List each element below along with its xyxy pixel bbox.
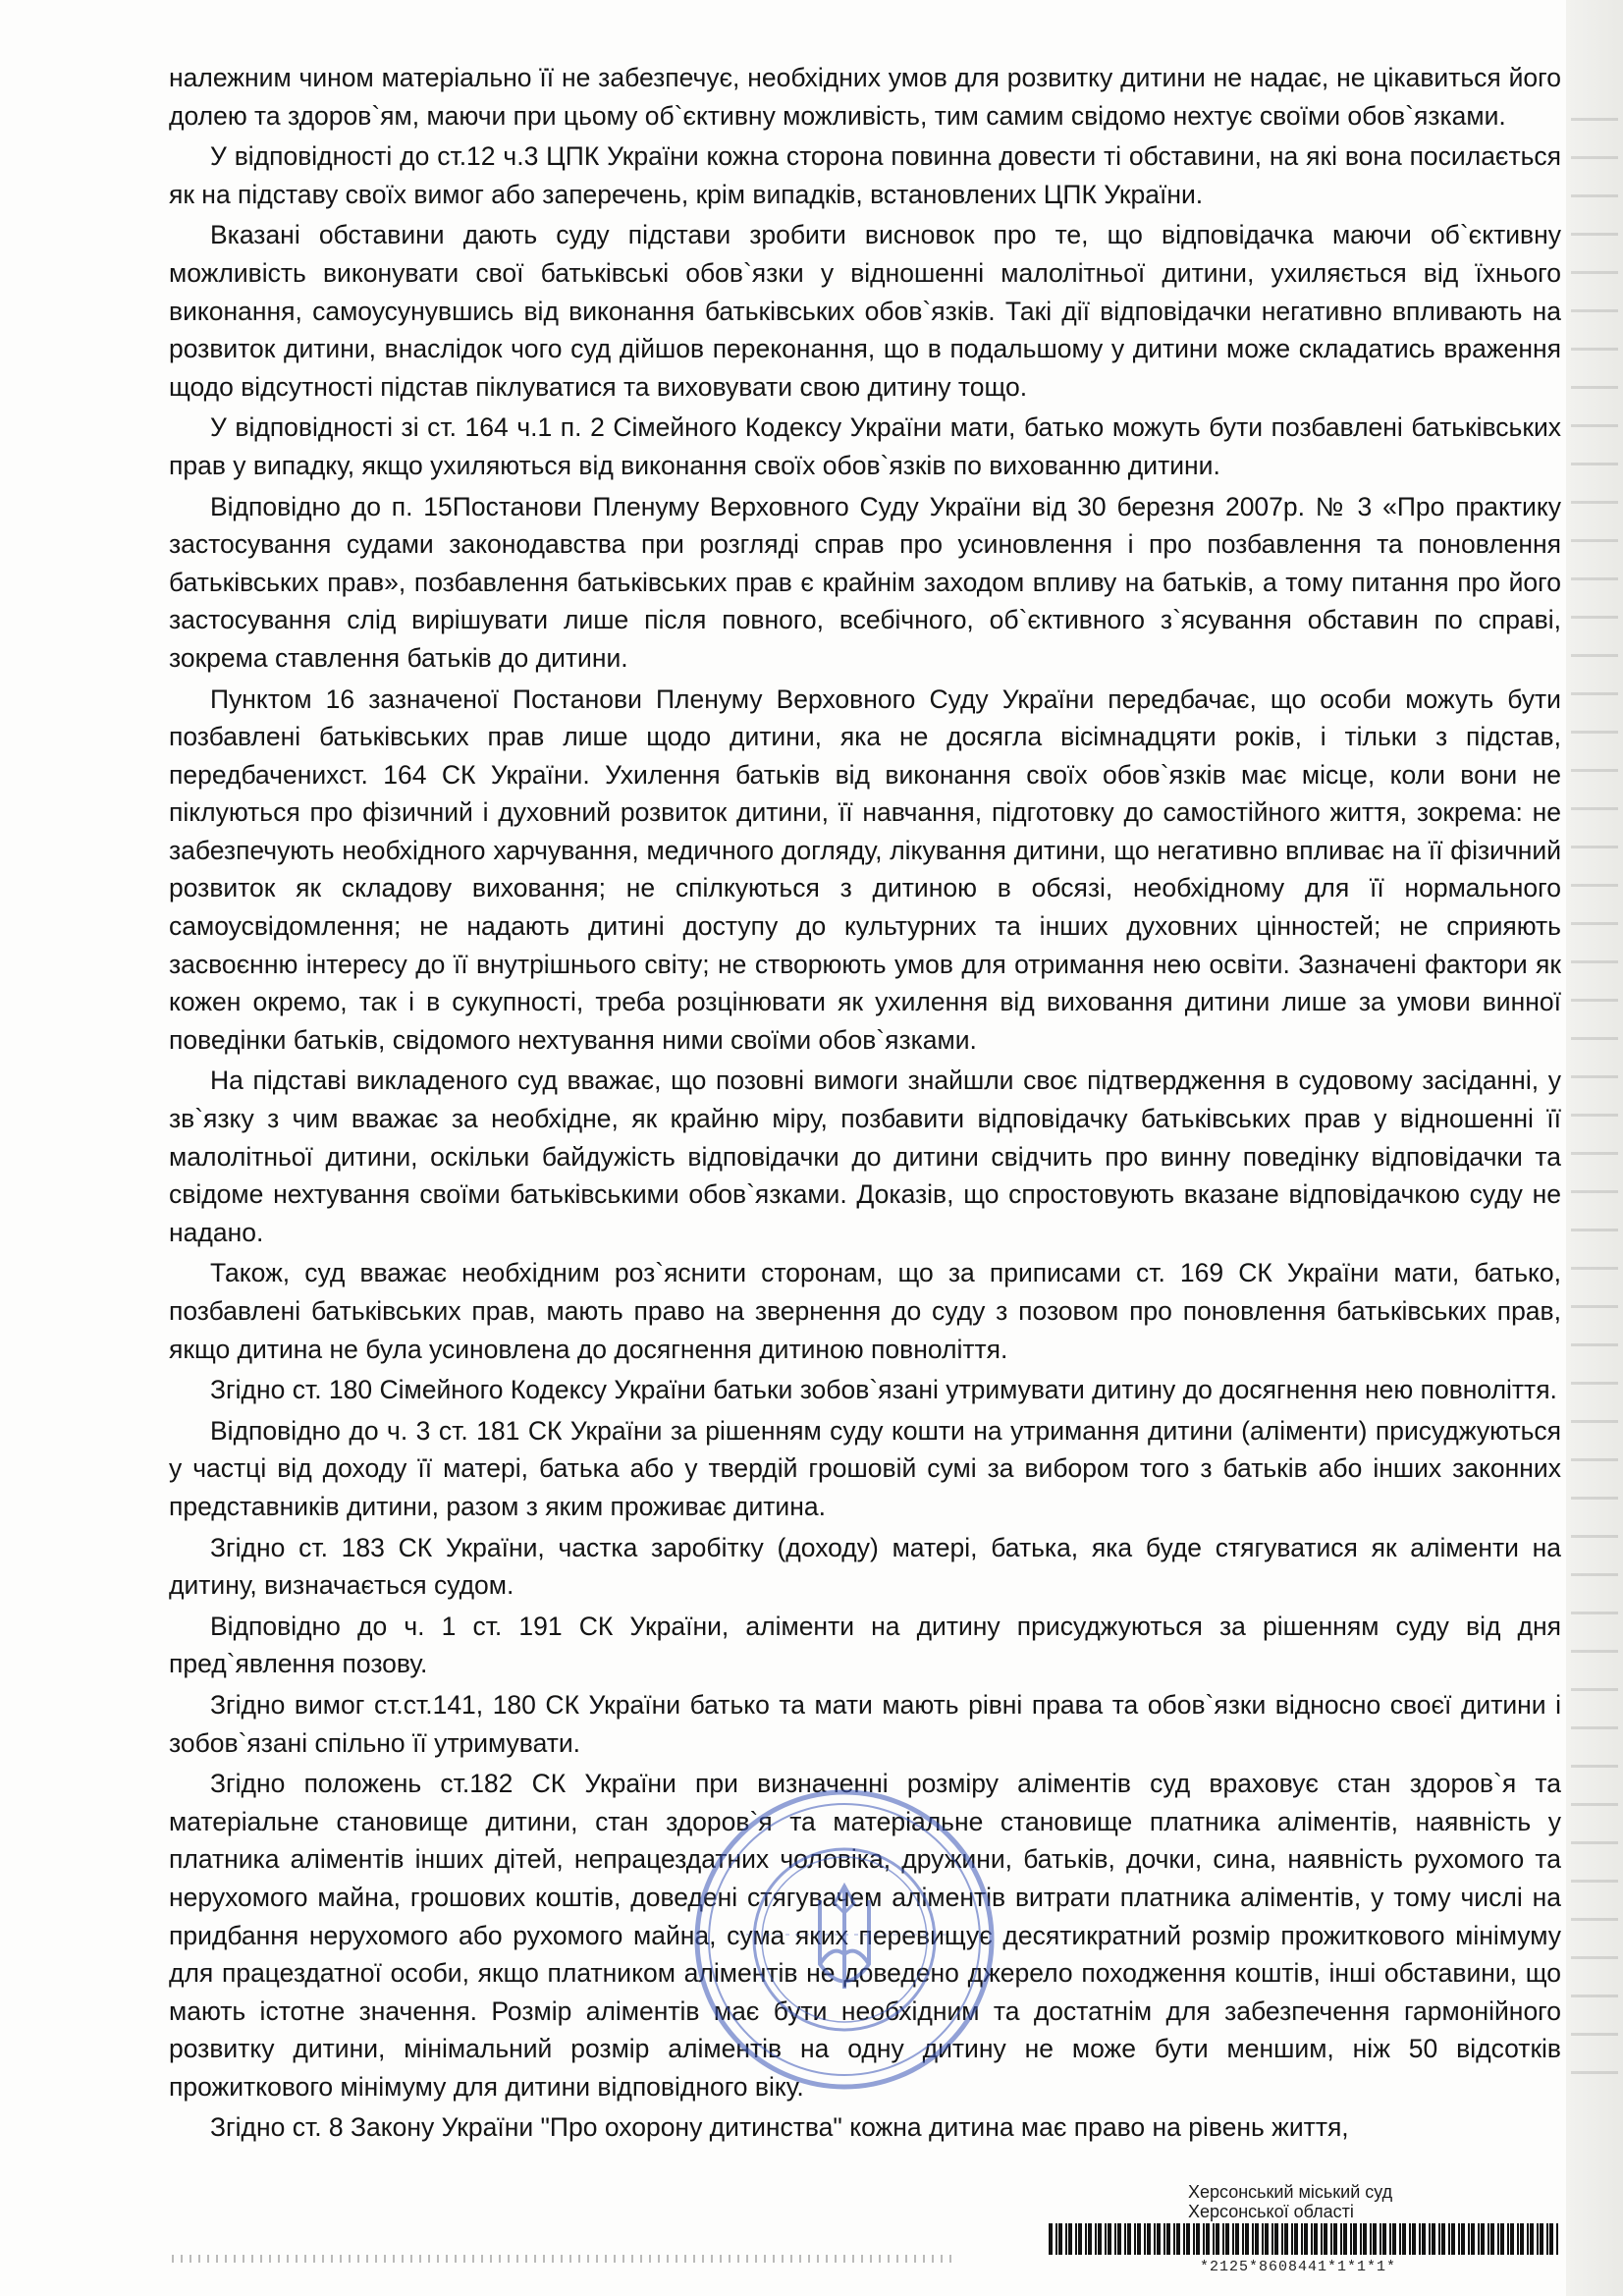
barcode-bar: [1147, 2223, 1151, 2255]
barcode-bar: [1186, 2223, 1190, 2255]
barcode-bar: [1144, 2223, 1146, 2255]
barcode-bar: [1370, 2223, 1372, 2255]
barcode-bar: [1127, 2223, 1131, 2255]
barcode-bar: [1409, 2223, 1411, 2255]
barcode-bar: [1481, 2223, 1485, 2255]
barcode-bar: [1232, 2223, 1234, 2255]
barcode-bar: [1520, 2223, 1524, 2255]
barcode-bar: [1281, 2223, 1283, 2255]
barcode-bar: [1055, 2223, 1057, 2255]
paragraph: На підставі викладеного суд вважає, що позовні вимоги знайшли своє підтвердження в судовому засіданні, у зв`язку з чим вважає за необхідне, як крайню міру, позбавити відповідачку батьківських прав у відношенні її малолітньої дитини, оскільки байдужість відповідачки до дитини свідчить про винну поведінку відповідачки та свідоме нехтування своїми батьківськими обов`язками. Доказів, що спростовують вказане відповідачкою суду не надано.: [169, 1066, 1561, 1247]
barcode-bar: [1196, 2223, 1200, 2255]
barcode-bar: [1412, 2223, 1416, 2255]
barcode-bar: [1301, 2223, 1303, 2255]
barcode-bar: [1311, 2223, 1313, 2255]
barcode-bar: [1245, 2223, 1249, 2255]
barcode-bar: [1471, 2223, 1475, 2255]
barcode-bar: [1441, 2223, 1445, 2255]
barcode-bar: [1183, 2223, 1185, 2255]
paragraph: Відповідно до ч. 3 ст. 181 СК України за рішенням суду кошти на утримання дитини (аліменти) присуджуються у частці від доходу її матері, батька або у твердій грошовій сумі за вибором того з батьків або інших законних представників дитини, разом з яким проживає дитина.: [169, 1415, 1561, 1521]
paragraph: Згідно вимог ст.ст.141, 180 СК України батько та мати мають рівні права та обов`язки відносно своєї дитини і зобов`язані спільно її утримувати.: [169, 1689, 1561, 1758]
barcode-bar: [1166, 2223, 1170, 2255]
barcode-bar: [1049, 2223, 1053, 2255]
barcode-bar: [1497, 2223, 1499, 2255]
barcode-bar: [1461, 2223, 1465, 2255]
barcode-bar: [1095, 2223, 1097, 2255]
paragraph: Згідно положень ст.182 СК України при визначенні розміру аліментів суд враховує стан здоров`я та матеріальне становище дитини, стан здоров`я та матеріальне становище платника аліментів, наявність у платника аліментів інших дітей, непрацездатних чоловіка, дружини, батьків, дочки, сина, наявність рухомого та нерухомого майна, грошових коштів, доведені стягувачем аліментів витрати платника аліментів, у тому числі на придбання нерухомого або рухомого майна, сума яких перевищує десятикратний розмір прожиткового мінімуму для працездатної особи, якщо платником аліментів не доведено джерело походження коштів, інші обставини, що мають істотне значення. Розмір аліментів має бути необхідним та достатнім для забезпечення гармонійного розвитку дитини, мінімальний розмір аліментів на одну дитину не може бути меншим, ніж 50 відсотків прожиткового мінімуму для дитини відповідного віку.: [169, 1769, 1561, 2102]
barcode-bar: [1549, 2223, 1553, 2255]
barcode-bar: [1271, 2223, 1273, 2255]
barcode-bar: [1363, 2223, 1367, 2255]
paragraph: У відповідності до ст.12 ч.3 ЦПК України кожна сторона повинна довести ті обставини, на які вона посилається як на підставу своїх вимог або заперечень, крім випадків, встановлених ЦПК України.: [169, 141, 1561, 209]
barcode-bar: [1206, 2223, 1210, 2255]
barcode-bar: [1163, 2223, 1165, 2255]
barcode-bar: [1507, 2223, 1509, 2255]
barcode-bar: [1068, 2223, 1072, 2255]
barcode-bar: [1321, 2223, 1323, 2255]
barcode-bar: [1294, 2223, 1298, 2255]
barcode-bar: [1488, 2223, 1489, 2255]
barcode-bar: [1065, 2223, 1067, 2255]
barcode-bar: [1350, 2223, 1352, 2255]
barcode-bar: [1333, 2223, 1337, 2255]
court-region: Херсонської області: [1188, 2202, 1354, 2221]
court-seal-stamp-icon: [687, 1777, 1001, 2102]
barcode-bar: [1429, 2223, 1431, 2255]
paragraph: Відповідно до ч. 1 ст. 191 СК України, аліменти на дитину присуджуються за рішенням суду від дня пред`явлення позову.: [169, 1611, 1561, 1679]
barcode-bar: [1392, 2223, 1396, 2255]
barcode-bar: [1085, 2223, 1087, 2255]
barcode-number: *2125*8608441*1*1*1*: [1200, 2259, 1397, 2275]
barcode-bar: [1324, 2223, 1327, 2255]
barcode-bar: [1517, 2223, 1519, 2255]
barcode-bar: [1478, 2223, 1480, 2255]
barcode-bar: [1556, 2223, 1558, 2255]
barcode-bar: [1117, 2223, 1121, 2255]
barcode-bar: [1540, 2223, 1543, 2255]
barcode-bar: [1242, 2223, 1244, 2255]
paragraph: Вказані обставини дають суду підстави зробити висновок про те, що відповідачка маючи об`єктивну можливість виконувати свої батьківські обов`язки у відношенні малолітньої дитини, ухиляється від їхнього виконання, самоусунувшись від виконання батьківських обов`язків. Такі дії відповідачки негативно впливають на розвиток дитини, внаслідок чого суд дійшов переконання, що в подальшому у дитини може складатись враження щодо відсутності підстав піклуватися та виховувати свою дитину тощо.: [169, 220, 1561, 402]
barcode-bar: [1193, 2223, 1195, 2255]
paragraph: Пунктом 16 зазначеної Постанови Пленуму Верховного Суду України передбачає, що особи можуть бути позбавлені батьківських прав лише щодо дитини, яка не досягла вісімнадцяти років, і тільки з підстав, передбаченихст. 164 СК України. Ухилення батьків від виконання своїх обов`язків має місце, коли вони не піклуються про фізичний і духовний розвиток дитини, її навчання, підготовку до самостійного життя, зокрема: не забезпечують необхідного харчування, медичного догляду, лікування дитини, що негативно впливає на її фізичний розвиток як складову виховання; не спілкуються з дитиною в обсязі, необхідному для її нормального самоусвідомлення; не надають дитині доступу до культурних та інших духовних цінностей; не сприяють засвоєнню інтересу до її внутрішнього світу; не створюють умов для отримання нею освіти. Зазначені фактори як кожен окремо, так і в сукупності, треба розцінювати як ухилення від виховання дитини лише за умови винної поведінки батьків, свідомого нехтування ними своїми обов`язками.: [169, 683, 1561, 1055]
barcode-bar: [1389, 2223, 1391, 2255]
barcode-bar: [1262, 2223, 1264, 2255]
barcode-bar: [1176, 2223, 1180, 2255]
barcode-bar: [1419, 2223, 1421, 2255]
barcode-bar: [1490, 2223, 1494, 2255]
barcode-bar: [1154, 2223, 1156, 2255]
barcode-bar: [1527, 2223, 1529, 2255]
paragraph: належним чином матеріально її не забезпечує, необхідних умов для розвитку дитини не надає, не цікавиться його долею та здоров`ям, маючи при цьому об`єктивну можливість, тим самим свідомо нехтує своїми обов`язками.: [169, 63, 1561, 131]
barcode-bar: [1546, 2223, 1548, 2255]
barcode-bar: [1203, 2223, 1205, 2255]
barcode-bar: [1382, 2223, 1386, 2255]
barcode-bar: [1284, 2223, 1288, 2255]
barcode-bar: [1314, 2223, 1318, 2255]
paragraph: Згідно ст. 8 Закону України "Про охорону дитинства" кожна дитина має право на рівень життя,: [210, 2112, 1349, 2143]
barcode-icon: [1049, 2223, 1559, 2255]
barcode-bar: [1255, 2223, 1259, 2255]
paragraph: Також, суд вважає необхідним роз`яснити сторонам, що за приписами ст. 169 СК України мати, батько, позбавлені батьківських прав, мають право на звернення до суду з позовом про поновлення батьківських прав, якщо дитина не була усиновлена до досягнення дитиною повноліття.: [169, 1258, 1561, 1364]
barcode-bar: [1500, 2223, 1504, 2255]
barcode-bar: [1098, 2223, 1102, 2255]
paragraph: Згідно ст. 183 СК України, частка заробітку (доходу) матері, батька, яка буде стягуватися як аліменти на дитину, визначається судом.: [169, 1532, 1561, 1601]
barcode-bar: [1157, 2223, 1161, 2255]
barcode-bar: [1373, 2223, 1377, 2255]
barcode-bar: [1510, 2223, 1514, 2255]
barcode-bar: [1340, 2223, 1342, 2255]
barcode-bar: [1137, 2223, 1141, 2255]
barcode-bar: [1380, 2223, 1381, 2255]
barcode-bar: [1078, 2223, 1082, 2255]
barcode-bar: [1448, 2223, 1450, 2255]
barcode-bar: [1438, 2223, 1440, 2255]
barcode-bar: [1114, 2223, 1116, 2255]
paragraph: Відповідно до п. 15Постанови Пленуму Верховного Суду України від 30 березня 2007р. № 3 «Про практику застосування судами законодавства при розгляді справ про усиновлення і про позбавлення та поновлення батьківських прав», позбавлення батьківських прав є крайнім заходом впливу на батьків, а тому питання про його застосування слід вирішувати лише після повного, всебічного, об`єктивного з`ясування обставин по справі, зокрема ставлення батьків до дитини.: [169, 491, 1561, 673]
barcode-bar: [1291, 2223, 1293, 2255]
barcode-bar: [1468, 2223, 1470, 2255]
barcode-bar: [1124, 2223, 1126, 2255]
barcode-bar: [1530, 2223, 1534, 2255]
bleed-through-text: [1571, 118, 1618, 2082]
barcode-bar: [1353, 2223, 1357, 2255]
barcode-bar: [1360, 2223, 1362, 2255]
barcode-bar: [1134, 2223, 1136, 2255]
barcode-bar: [1265, 2223, 1269, 2255]
barcode-bar: [1105, 2223, 1107, 2255]
paragraph: У відповідності зі ст. 164 ч.1 п. 2 Сімейного Кодексу України мати, батько можуть бути позбавлені батьківських прав у випадку, якщо ухиляються від виконання своїх обов`язків по вихованню дитини.: [169, 412, 1561, 480]
barcode-bar: [1088, 2223, 1092, 2255]
barcode-bar: [1058, 2223, 1062, 2255]
court-footer: [1188, 2182, 1443, 2221]
barcode-bar: [1235, 2223, 1239, 2255]
barcode-bar: [1330, 2223, 1332, 2255]
barcode-bar: [1222, 2223, 1224, 2255]
barcode-bar: [1108, 2223, 1111, 2255]
barcode-bar: [1458, 2223, 1460, 2255]
barcode-bar: [1213, 2223, 1215, 2255]
barcode-bar: [1225, 2223, 1229, 2255]
court-name: Херсонський міський суд: [1188, 2182, 1393, 2202]
barcode-bar: [1537, 2223, 1539, 2255]
barcode-bar: [1451, 2223, 1455, 2255]
barcode-bar: [1304, 2223, 1308, 2255]
paragraph: Згідно ст. 180 Сімейного Кодексу України батьки зобов`язані утримувати дитину до досягнення нею повноліття.: [210, 1375, 1557, 1405]
barcode-bar: [1422, 2223, 1426, 2255]
barcode-bar: [1399, 2223, 1401, 2255]
barcode-bar: [1173, 2223, 1175, 2255]
barcode-bar: [1402, 2223, 1406, 2255]
barcode-bar: [1216, 2223, 1219, 2255]
scan-artifact: [172, 2255, 957, 2263]
barcode-bar: [1252, 2223, 1254, 2255]
barcode-bar: [1343, 2223, 1347, 2255]
barcode-bar: [1432, 2223, 1435, 2255]
barcode-bar: [1075, 2223, 1077, 2255]
barcode-bar: [1274, 2223, 1278, 2255]
